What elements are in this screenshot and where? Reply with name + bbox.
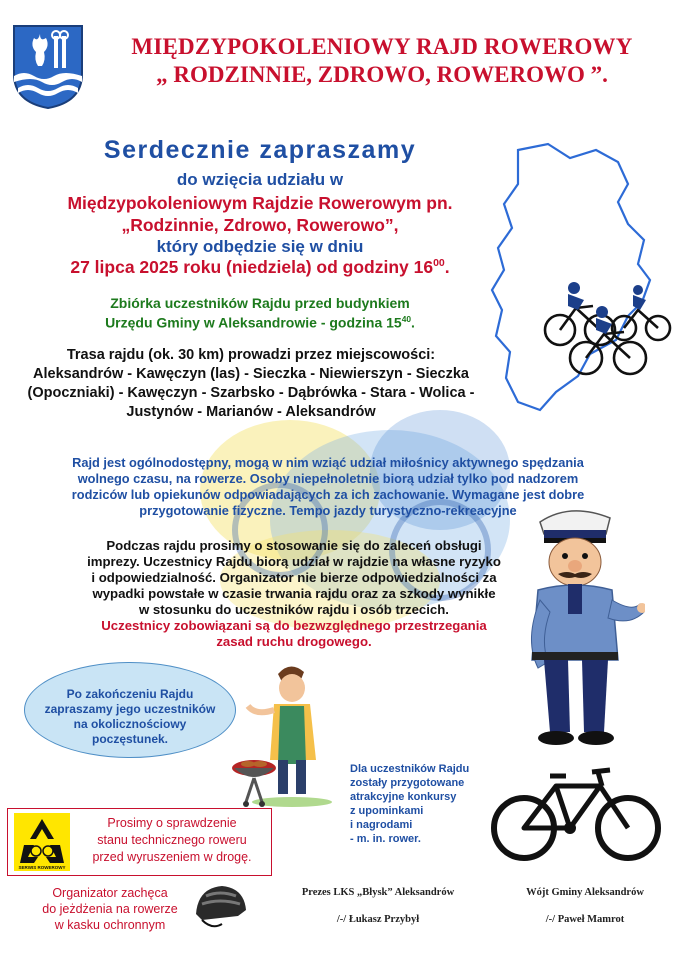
safety-red-line2: zasad ruchu drogowego. xyxy=(216,634,372,649)
open-info-line2: wolnego czasu, na rowerze. Osoby niepełnoletnie biorą udział tylko pod nadzorem xyxy=(77,471,579,486)
bubble-line2: zapraszamy jego uczestników xyxy=(44,702,216,716)
meeting-time-minutes: 40 xyxy=(401,314,412,324)
contest-line5: i nagrodami xyxy=(350,819,413,831)
open-info-line4: przygotowanie fizyczne. Tempo jazdy turystyczno-rekreacyjne xyxy=(139,503,517,518)
route-line4: Justynów - Marianów - Aleksandrów xyxy=(126,404,376,420)
police-officer-icon xyxy=(510,500,645,750)
route-line3: (Opoczniaki) - Kawęczyn - Szarbsko - Dąbrówka - Stara - Wolica - xyxy=(27,385,475,401)
signature-left-title: Prezes LKS „Błysk” Aleksandrów xyxy=(301,887,455,898)
bubble-line1: Po zakończeniu Rajdu xyxy=(66,687,194,701)
open-info-line3: rodziców lub opiekunów odpowiadających za ich zachowanie. Wymagane jest dobre xyxy=(71,487,585,502)
route-line2: Aleksandrów - Kawęczyn (las) - Sieczka - Niewierszyn - Sieczka xyxy=(33,366,469,382)
date-hour-minutes: 00 xyxy=(433,257,445,270)
route-description xyxy=(4,346,498,422)
safety-line2: imprezy. Uczestnicy Rajdu biorą udział w rajdzie na własne ryzyko xyxy=(87,554,501,569)
refreshment-bubble xyxy=(24,662,236,758)
signature-right-name: /-/ Paweł Mamrot xyxy=(545,914,625,925)
safety-line4: wypadki powstałe w czasie trwania rajdu oraz za szkody wynikłe xyxy=(92,586,496,601)
contest-info xyxy=(350,762,500,846)
poster-title-line1: MIĘDZYPOKOLENIOWY RAJD ROWEROWY xyxy=(131,34,633,59)
helmet-line1: Organizator zachęca xyxy=(52,886,168,900)
check-line1: Prosimy o sprawdzenie xyxy=(107,816,237,830)
signature-right-title: Wójt Gminy Aleksandrów xyxy=(526,887,644,898)
route-line1: Trasa rajdu (ok. 30 km) prowadzi przez miejscowości: xyxy=(66,347,436,363)
helmet-icon xyxy=(192,880,248,932)
invitation-line3: „Rodzinnie, Zdrowo, Rowerowo”, xyxy=(121,215,399,235)
bicycle-icon xyxy=(488,762,664,866)
invitation-line2: Międzypokoleniowym Rajdzie Rowerowym pn. xyxy=(67,193,453,213)
bubble-line3: na okolicznościowy poczęstunek. xyxy=(73,717,187,746)
invitation-line4: który odbędzie się w dniu xyxy=(156,237,364,256)
service-logo-label: SERWIS ROWEROWY xyxy=(18,865,66,870)
check-line2: stanu technicznego roweru xyxy=(97,833,247,847)
safety-red-line1: Uczestnicy zobowiązani są do bezwzględnego przestrzegania xyxy=(101,618,487,633)
meeting-line2 xyxy=(20,314,500,331)
meeting-time-text: Urzędu Gminy w Aleksandrowie - godzina 15 xyxy=(105,314,402,331)
date-text: 27 lipca 2025 roku (niedziela) od godziny 16 xyxy=(70,257,434,277)
invitation-line1: do wzięcia udziału w xyxy=(176,170,344,189)
meeting-end: . xyxy=(411,314,415,331)
recycle-bike-icon xyxy=(14,813,70,871)
helmet-note xyxy=(20,885,200,933)
cyclists-icon xyxy=(538,270,672,380)
contest-line1: Dla uczestników Rajdu xyxy=(350,763,470,775)
meeting-line1: Zbiórka uczestników Rajdu przed budynkiem xyxy=(110,295,410,311)
invitation-heading: Serdecznie zapraszamy xyxy=(103,136,417,164)
poster-title-line2: „ RODZINNIE, ZDROWO, ROWEROWO ”. xyxy=(156,62,608,87)
safety-line3: i odpowiedzialność. Organizator nie bierze odpowiedzialności za xyxy=(91,570,497,585)
helmet-line2: do jeżdżenia na rowerze xyxy=(42,902,178,916)
check-line3: przed wyruszeniem w drogę. xyxy=(92,850,252,864)
signature-left-name: /-/ Łukasz Przybył xyxy=(336,914,420,925)
technical-check-text xyxy=(74,815,270,866)
date-end: . xyxy=(444,257,450,277)
grill-chef-icon xyxy=(226,660,336,810)
coat-of-arms-icon xyxy=(12,24,84,110)
contest-line2: zostały przygotowane xyxy=(350,777,465,789)
invitation-date-line xyxy=(20,257,500,278)
contest-line6: - m. in. rower. xyxy=(350,833,421,845)
contest-line3: atrakcyjne konkursy xyxy=(350,791,457,803)
helmet-line3: w kasku ochronnym xyxy=(54,918,166,932)
contest-line4: z upominkami xyxy=(350,805,424,817)
safety-line5: w stosunku do uczestników rajdu i osób trzecich. xyxy=(139,602,449,617)
safety-line1: Podczas rajdu prosimy o stosowanie się do zaleceń obsługi xyxy=(106,538,482,553)
open-info-line1: Rajd jest ogólnodostępny, mogą w nim wziąć udział miłośnicy aktywnego spędzania xyxy=(72,455,584,470)
safety-rules xyxy=(74,538,514,650)
